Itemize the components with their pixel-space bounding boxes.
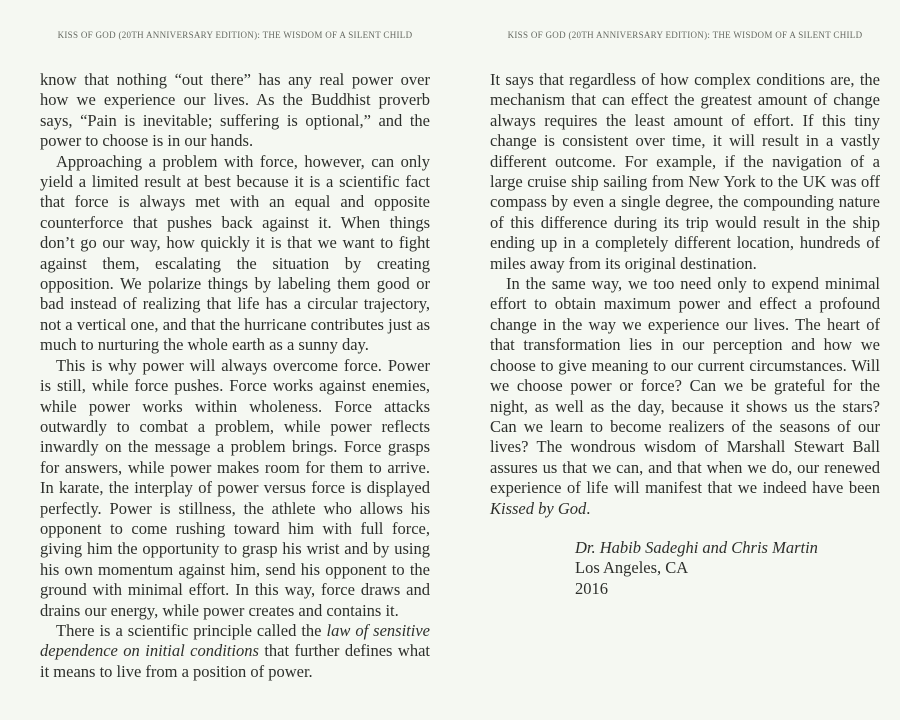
signature-year: 2016: [575, 578, 608, 598]
paragraph: There is a scientific principle called the law of sensitive dependence on initial conditions that further defines what it means to live from a position of power.: [40, 620, 430, 681]
running-header-left: KISS OF GOD (20TH ANNIVERSARY EDITION): THE WISDOM OF A SILENT CHILD: [57, 30, 413, 40]
left-page: [40, 30, 430, 682]
paragraph: know that nothing “out there” has any real power over how we experience our lives. As the Buddhist proverb says, “Pain is inevitable; suffering is optional,” and the power to choose is in our hands.: [40, 70, 430, 151]
running-header-right: KISS OF GOD (20TH ANNIVERSARY EDITION): THE WISDOM OF A SILENT CHILD: [507, 30, 863, 40]
paragraph: It says that regardless of how complex conditions are, the mechanism that can effect the greatest amount of change always requires the least amount of effort. If this tiny change is consistent over time, it will result in a vastly different outcome. For example, if the navigation of a large cruise ship sailing from New York to the UK was off compass by even a single degree, the compounding nature of this difference during its trip would result in the ship ending up in a completely different location, hundreds of miles away from its original destination.: [490, 70, 880, 273]
right-page-body: [490, 70, 880, 519]
paragraph: This is why power will always overcome force. Power is still, while force pushes. Force works against enemies, while power works within wholeness. Force attacks outwardly to combat a problem, while power reflects inwardly on the message a problem brings. Force grasps for answers, while power makes room for them to arrive. In karate, the interplay of power versus force is displayed perfectly. Power is stillness, the athlete who allows his opponent to come rushing toward him with full force, giving him the opportunity to grasp his wrist and by using his own momentum against him, send his opponent to the ground with minimal effort. In this way, force draws and drains our energy, while power creates and contains it.: [40, 355, 430, 620]
paragraph: In the same way, we too need only to expend minimal effort to obtain maximum power and effect a profound change in the way we experience our lives. The heart of that transformation lies in our perception and how we choose to give meaning to our current circumstances. Will we choose power or force? Can we be grateful for the night, as well as the day, because it shows us the stars? Can we learn to become realizers of the seasons of our lives? The wondrous wisdom of Marshall Stewart Ball assures us that we can, and that when we do, our renewed experience of life will manifest that we indeed have been Kissed by God.: [490, 274, 880, 518]
left-page-body: [40, 70, 430, 682]
signature-location: Los Angeles, CA: [575, 558, 689, 578]
signature-authors: Dr. Habib Sadeghi and Chris Martin: [575, 537, 818, 557]
right-page: [490, 30, 880, 682]
paragraph: Approaching a problem with force, however, can only yield a limited result at best because it is a scientific fact that force is always met with an equal and opposite counterforce that pushes back against it. When things don’t go our way, how quickly it is that we want to fight against them, escalating the situation by creating opposition. We polarize things by labeling them good or bad instead of realizing that life has a circular trajectory, not a vertical one, and that the hurricane contributes just as much to nurturing the whole earth as a sunny day.: [40, 151, 430, 355]
signature-block: [490, 538, 880, 599]
